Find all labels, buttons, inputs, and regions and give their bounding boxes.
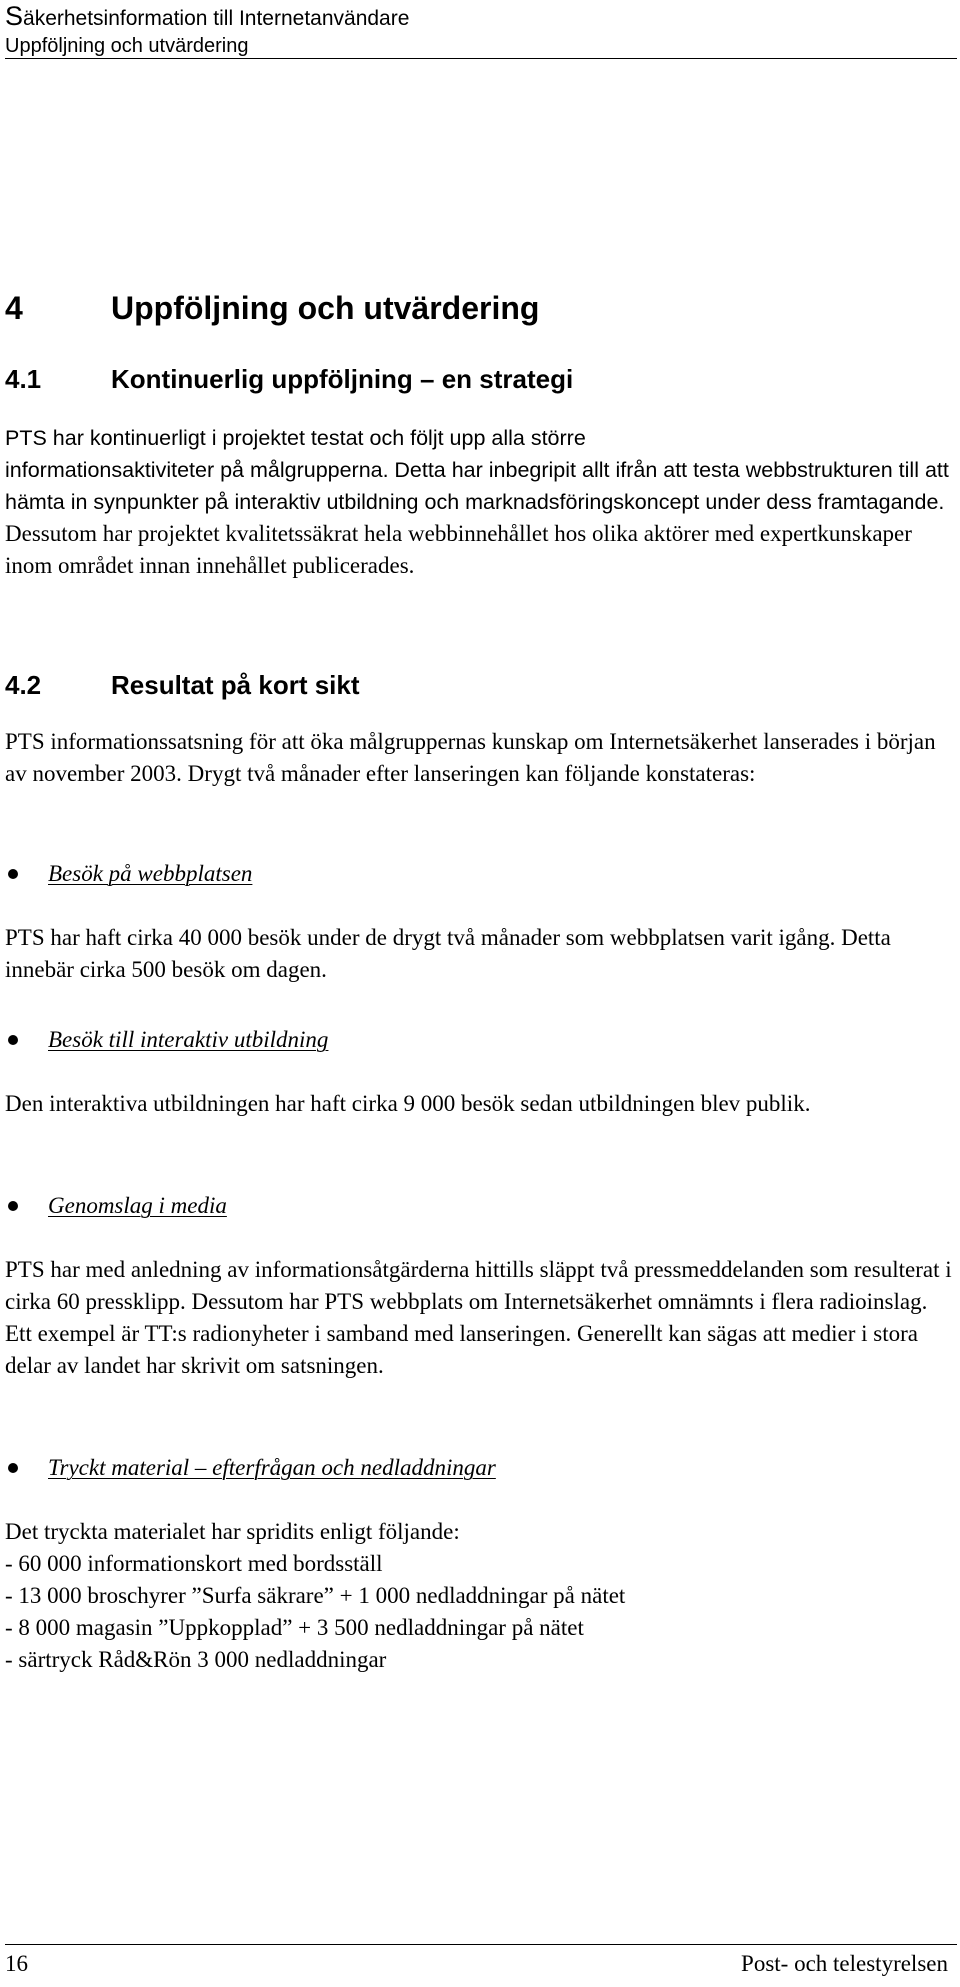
bullet-heading: Besök på webbplatsen: [5, 858, 252, 890]
list-item: - särtryck Råd&Rön 3 000 nedladdningar: [5, 1647, 387, 1672]
bullet-icon: [8, 869, 18, 879]
chapter-number: 4: [5, 290, 23, 326]
section-title: Resultat på kort sikt: [111, 670, 360, 700]
bullet-paragraph: PTS har med anledning av informationsåtgärderna hittills släppt två pressmeddelanden som resulterat i cirka 60 pressklipp. Dessutom har PTS webbplats om Internetsäkerhet omnämnts i flera radioinslag. Ett exempel är TT:s radionyheter i samband med lanseringen. Generellt kan sägas att medier i stora delar av landet har skrivit om satsningen.: [5, 1257, 952, 1378]
bullet-heading: Tryckt material – efterfrågan och nedladdningar: [5, 1452, 496, 1484]
section-heading-4-2: [5, 668, 360, 702]
bullet-paragraph: PTS har haft cirka 40 000 besök under de drygt två månader som webbplatsen varit igång. Detta innebär cirka 500 besök om dagen.: [5, 925, 891, 982]
distribution-list: [5, 1548, 625, 1676]
section-title: Kontinuerlig uppföljning – en strategi: [111, 364, 574, 394]
section-heading-4-1: [5, 362, 573, 396]
header-rule: [5, 58, 957, 59]
bullet-icon: [8, 1463, 18, 1473]
page-number: 16: [5, 1951, 28, 1976]
bullet-icon: [8, 1035, 18, 1045]
running-header: [5, 2, 957, 59]
bullet-icon: [8, 1201, 18, 1211]
list-item: - 60 000 informationskort med bordsställ: [5, 1551, 383, 1576]
footer-rule: [5, 1944, 957, 1945]
section-number: 4.2: [5, 670, 42, 700]
chapter-title: Uppföljning och utvärdering: [111, 290, 540, 326]
chapter-heading: [5, 288, 539, 328]
section-4-2-intro: PTS informationssatsning för att öka målgruppernas kunskap om Internetsäkerhet lanserades i början av november 2003. Drygt två månader efter lanseringen kan följande konstateras:: [5, 729, 936, 786]
document-title: Säkerhetsinformation till Internetanvändare: [5, 1, 410, 31]
body-paragraph: informationsaktiviteter på målgrupperna. Detta har inbegripit allt ifrån att testa webbstrukturen till att hämta in synpunkter på interaktiv utbildning och marknadsföringskoncept under dess framtagande. Dessutom har projektet kvalitetssäkrat hela webbinnehållet hos olika aktörer med expertkunskaper inom området innan innehållet publicerades.: [5, 458, 949, 578]
bullet-heading: Besök till interaktiv utbildning: [5, 1024, 328, 1056]
list-item: - 13 000 broschyrer ”Surfa säkrare” + 1 000 nedladdningar på nätet: [5, 1583, 626, 1608]
bullet-paragraph: Den interaktiva utbildningen har haft cirka 9 000 besök sedan utbildningen blev publik.: [5, 1091, 811, 1116]
section-4-1-body: [5, 422, 957, 582]
bullet-paragraph: Det tryckta materialet har spridits enligt följande:: [5, 1519, 460, 1544]
footer-publisher: Post- och telestyrelsen: [741, 1951, 948, 1976]
section-number: 4.1: [5, 364, 42, 394]
bullet-heading: Genomslag i media: [5, 1190, 227, 1222]
list-item: - 8 000 magasin ”Uppkopplad” + 3 500 nedladdningar på nätet: [5, 1615, 584, 1640]
header-section-title: Uppföljning och utvärdering: [5, 35, 249, 57]
body-line: PTS har kontinuerligt i projektet testat och följt upp alla större: [5, 426, 586, 450]
